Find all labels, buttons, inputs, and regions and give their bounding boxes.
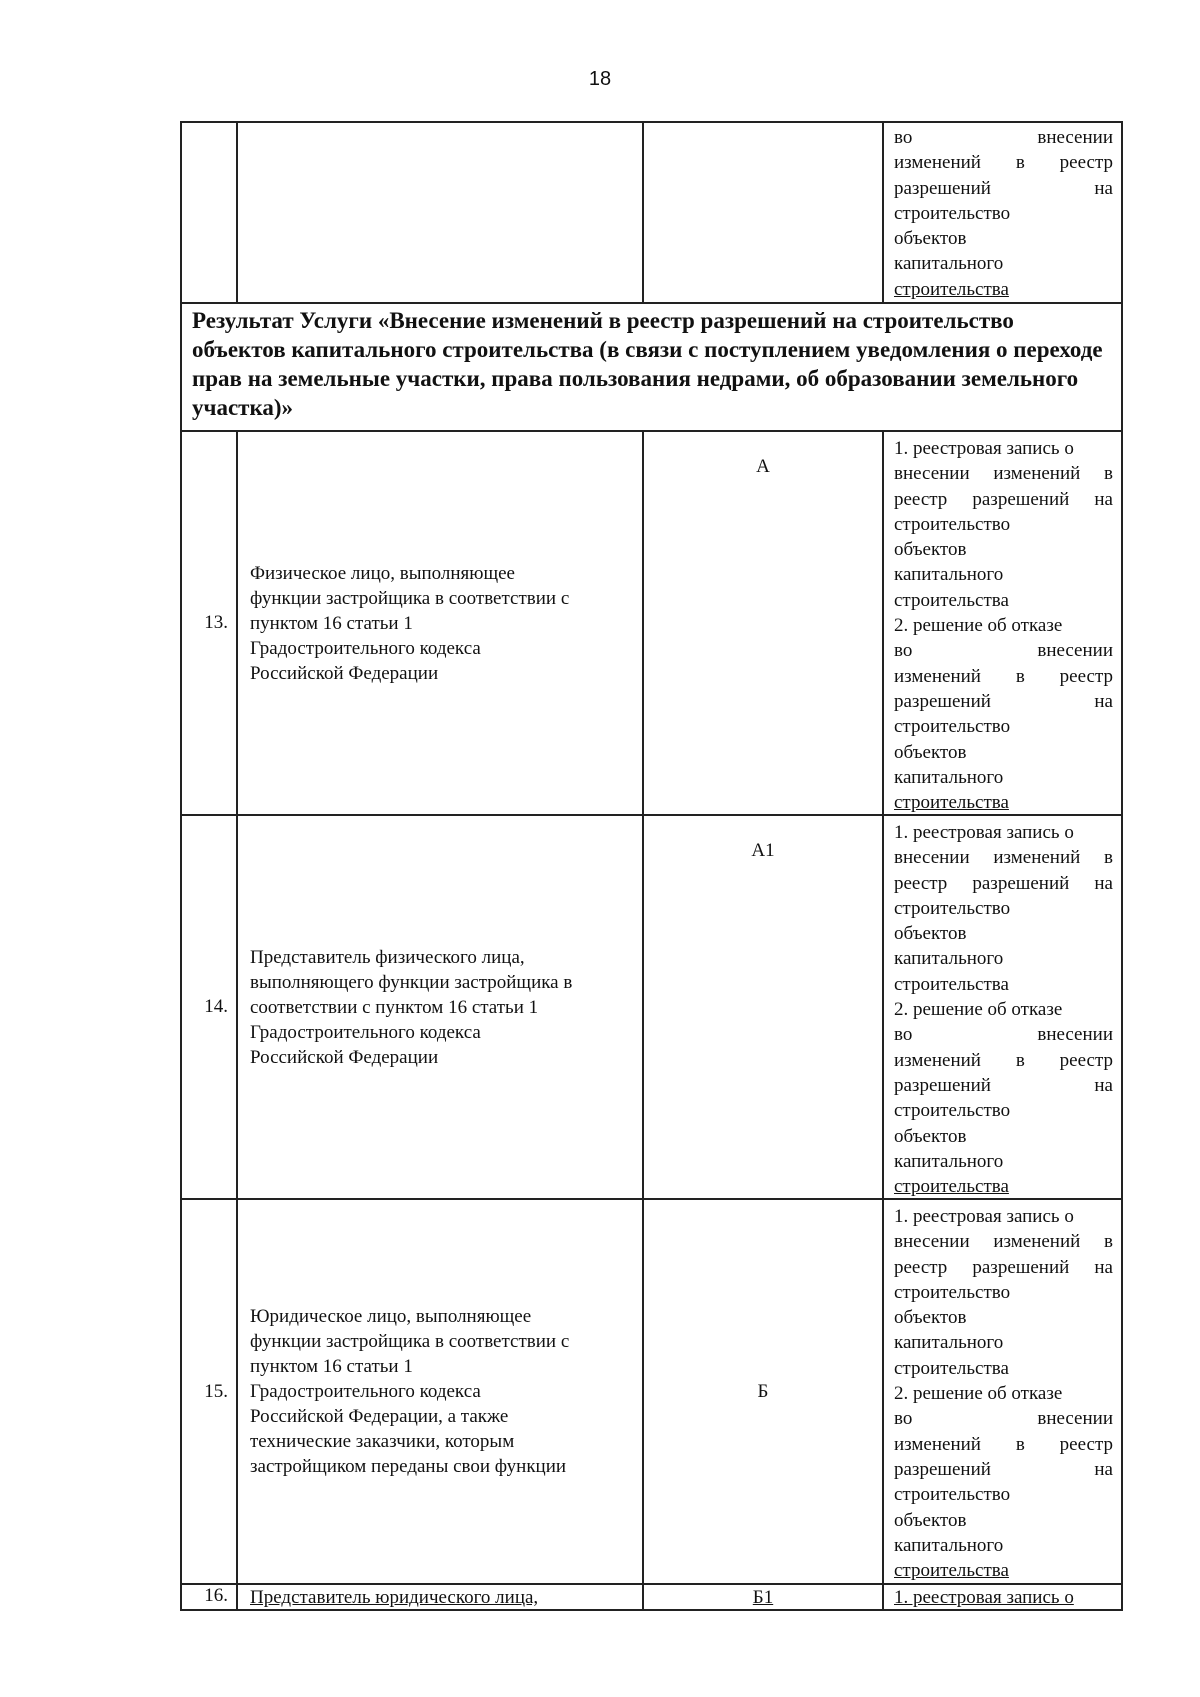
result-word: внесении [894,847,970,869]
result-line: строительство [894,1281,1011,1303]
result-line: капитального [894,253,1004,275]
result-cell [882,432,1123,814]
table-row [180,1583,1123,1611]
result-word: на [1094,1074,1113,1096]
table-row-continuation [180,121,1123,302]
result-line [894,1457,1113,1482]
result-word: внесении [1037,1408,1113,1430]
applicant-cell [236,816,642,1198]
applicant-cell [236,123,642,302]
result-line: строительство [894,513,1011,535]
result-word: на [1094,872,1113,894]
result-word: изменений [894,665,981,687]
result-line: 1. реестровая запись о [894,1206,1074,1227]
result-line: строительство [894,1484,1011,1506]
result-line: строительство [894,897,1011,919]
row-number: 13. [180,432,236,814]
result-word: во [894,127,913,148]
applicant-cell [236,1585,642,1609]
result-word: изменений [894,1049,981,1071]
result-word: на [1094,690,1113,712]
result-word: изменений [894,1433,981,1455]
result-word: на [1094,488,1113,510]
row-number: 14. [180,816,236,1198]
result-line [894,1255,1113,1280]
code-cell [642,432,882,814]
table-row [180,814,1123,1198]
result-word: реестр [1059,665,1113,687]
result-word: разрешений [894,1074,991,1096]
result-line [894,845,1113,870]
result-line: строительства [894,792,1009,814]
result-word: внесении [1037,1024,1113,1046]
result-word: разрешений [894,690,991,712]
result-cell [882,1200,1123,1583]
table-row [180,430,1123,814]
result-line [894,487,1113,512]
code-text: Б [757,1380,769,1402]
result-word: разрешений [894,177,991,199]
result-line [894,664,1113,689]
result-word: во [894,1408,913,1430]
result-word: реестр [1059,1433,1113,1455]
result-word: во [894,1024,913,1046]
applicant-text: Представитель юридического лица, [250,1587,539,1608]
result-word: в [1015,1049,1025,1071]
code-text: Б1 [752,1587,774,1608]
result-line: объектов [894,1125,967,1147]
result-word: в [1015,665,1025,687]
result-word: реестр [894,488,948,510]
result-word: на [1094,1458,1113,1480]
applicant-cell [236,432,642,814]
applicant-text: Представитель физического лица, выполняющего функции застройщика в соответствии с пунктом 16 статьи 1 Градостроительного кодекса Российской Федерации [250,946,573,1068]
result-word: разрешений [972,1256,1070,1278]
result-word: на [1094,1256,1113,1278]
result-line [894,1229,1113,1254]
result-line: строительства [894,589,1009,611]
result-word: внесении [1037,640,1113,662]
result-text: 1. реестровая запись о [894,1587,1074,1608]
code-cell [642,816,882,1198]
code-cell [642,1585,882,1609]
result-word: изменений [993,847,1081,869]
result-line: 1. реестровая запись о [894,438,1074,459]
result-word: изменений [993,1231,1081,1253]
result-word: в [1015,152,1025,174]
result-word: реестр [894,1256,948,1278]
code-text: А1 [751,840,775,861]
result-word: изменений [993,463,1081,485]
result-line: капитального [894,564,1004,586]
row-number: 16. [180,1585,236,1609]
result-line [894,1022,1113,1047]
result-word: реестр [894,872,948,894]
result-line: 2. решение об отказе [894,615,1063,637]
result-line: строительства [894,1357,1009,1379]
result-line: строительство [894,1100,1011,1122]
result-line: 2. решение об отказе [894,999,1063,1021]
result-word: в [1104,847,1113,869]
result-line [894,689,1113,714]
result-line: 2. решение об отказе [894,1383,1063,1405]
row-number: 15. [180,1200,236,1583]
result-line: строительства [894,278,1009,300]
result-line: объектов [894,741,967,763]
result-line [894,461,1113,486]
result-line [894,1432,1113,1457]
section-header-row [180,302,1123,430]
result-line: объектов [894,228,967,250]
result-cell [882,123,1123,302]
result-line: объектов [894,923,967,945]
result-line: капитального [894,1332,1004,1354]
result-line: объектов [894,539,967,561]
result-line: капитального [894,1150,1004,1172]
number-cell [180,123,236,302]
result-line: 1. реестровая запись о [894,822,1074,843]
result-line [894,638,1113,663]
result-word: разрешений [894,1458,991,1480]
result-line: строительство [894,716,1011,738]
result-line [894,125,1113,150]
code-text: А [756,456,770,477]
result-line: объектов [894,1509,967,1531]
result-cell [882,816,1123,1198]
result-word: реестр [1059,152,1113,174]
result-word: разрешений [972,488,1070,510]
result-word: во [894,640,913,662]
section-header: Результат Услуги «Внесение изменений в реестр разрешений на строительство объектов капитального строительства (в связи с поступлением уведомления о переходе прав на земельные участки, права пользования недрами, об образовании земельного участка)» [192,308,1103,420]
result-word: в [1015,1433,1025,1455]
result-line: объектов [894,1307,967,1329]
applicant-text: Юридическое лицо, выполняющее функции застройщика в соответствии с пунктом 16 статьи 1 Градостроительного кодекса Российской Федерации, а также технические заказчики, которым застройщиком переданы свои функции [250,1306,570,1477]
result-word: на [1094,177,1113,199]
code-cell [642,1200,882,1583]
result-line [894,1073,1113,1098]
result-word: в [1104,1231,1113,1253]
result-line: строительства [894,1560,1009,1582]
result-line: строительства [894,1176,1009,1198]
result-line [894,150,1113,175]
result-word: реестр [1059,1049,1113,1071]
result-cell [882,1585,1123,1609]
result-word: изменений [894,152,981,174]
table-row [180,1198,1123,1583]
code-cell [642,123,882,302]
result-line: строительства [894,973,1009,995]
page-number: 18 [588,68,612,90]
applicant-cell [236,1200,642,1583]
result-line [894,1406,1113,1431]
result-word: внесении [894,463,970,485]
result-line: строительство [894,202,1011,224]
result-word: разрешений [972,872,1070,894]
result-word: внесении [1037,127,1113,148]
result-line: капитального [894,948,1004,970]
result-word: в [1104,463,1113,485]
result-line [894,176,1113,201]
result-line [894,871,1113,896]
result-line [894,1048,1113,1073]
result-line: капитального [894,1534,1004,1556]
applicant-text: Физическое лицо, выполняющее функции застройщика в соответствии с пунктом 16 статьи 1 Градостроительного кодекса Российской Федерации [250,562,570,684]
result-line: капитального [894,766,1004,788]
result-word: внесении [894,1231,970,1253]
